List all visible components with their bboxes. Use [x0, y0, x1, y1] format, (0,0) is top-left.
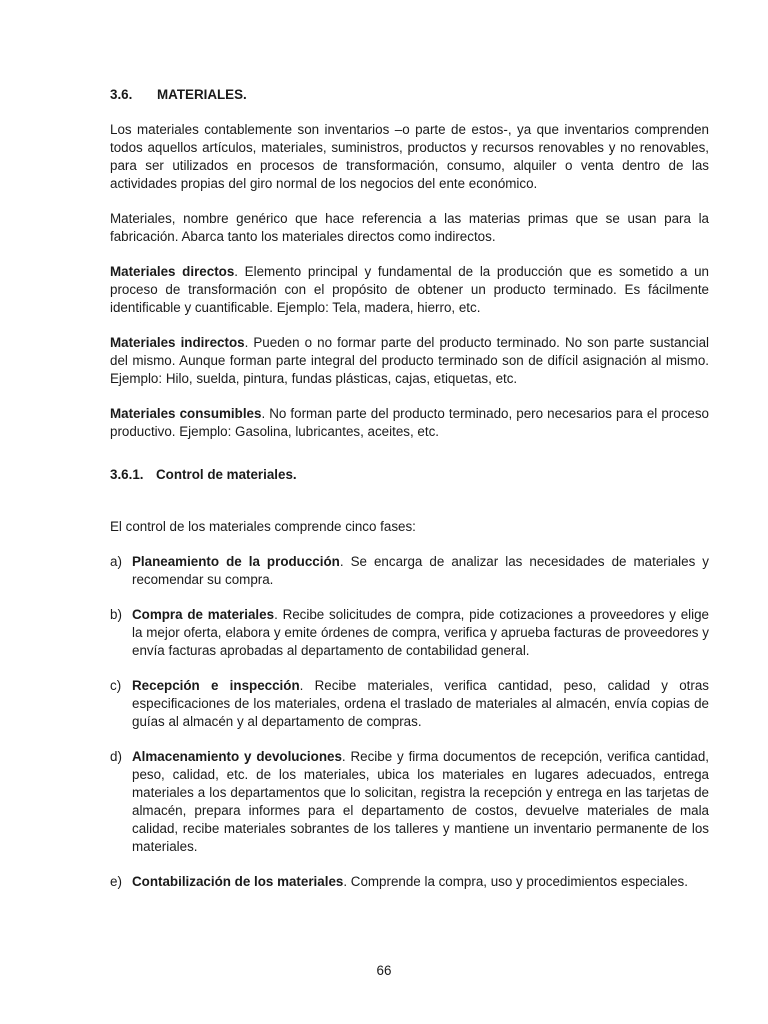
- list-marker: c): [110, 678, 122, 693]
- list-item-phase-e: [110, 873, 709, 891]
- subsection-number: 3.6.1.: [110, 467, 144, 482]
- section-title: MATERIALES.: [157, 87, 247, 102]
- page-number: 66: [376, 963, 392, 978]
- document-page: [110, 86, 709, 908]
- phase-term: Compra de materiales: [132, 607, 275, 622]
- paragraph-indirect-materials: [110, 334, 709, 388]
- phase-term: Almacenamiento y devoluciones: [132, 749, 342, 764]
- term-direct-materials: Materiales directos: [110, 264, 235, 279]
- indirect-materials-text: . Pueden o no formar parte del producto terminado. No son parte sustancial del mismo. Aunque forman parte integral del producto terminado son de difícil asignación al mismo. Ejemplo: Hilo, suelda, pintura, fundas plásticas, cajas, etiquetas, etc.: [110, 335, 709, 386]
- phase-text: . Recibe materiales, verifica cantidad, peso, calidad y otras especificaciones de los materiales, ordena el traslado de materiales al almacén, envía copias de guías al almacén y al departamento de compras.: [132, 678, 710, 729]
- term-indirect-materials: Materiales indirectos: [110, 335, 245, 350]
- phase-term: Planeamiento de la producción: [132, 554, 340, 569]
- paragraph-direct-materials: [110, 263, 709, 317]
- paragraph-materials-definition: Materiales, nombre genérico que hace referencia a las materias primas que se usan para la fabricación. Abarca tanto los materiales directos como indirectos.: [110, 211, 709, 244]
- list-marker: b): [110, 607, 122, 622]
- list-marker: e): [110, 874, 122, 889]
- phase-term: Recepción e inspección: [132, 678, 300, 693]
- phase-text: . Recibe solicitudes de compra, pide cotizaciones a proveedores y elige la mejor oferta, elabora y emite órdenes de compra, verifica y aprueba facturas de proveedores y envía facturas aprobadas al departamento de contabilidad general.: [132, 607, 709, 658]
- section-number: 3.6.: [110, 87, 133, 102]
- section-heading: [110, 86, 709, 104]
- consumable-materials-text: . No forman parte del producto terminado, pero necesarios para el proceso productivo. Ejemplo: Gasolina, lubricantes, aceites, etc.: [110, 406, 710, 439]
- spacer: [110, 501, 709, 518]
- subsection-heading: [110, 466, 709, 484]
- phase-term: Contabilización de los materiales: [132, 874, 344, 889]
- list-item-phase-b: [110, 606, 709, 660]
- spacer: [110, 458, 709, 466]
- list-marker: a): [110, 554, 122, 569]
- paragraph-consumable-materials: [110, 405, 709, 441]
- list-item-phase-c: [110, 677, 709, 731]
- term-consumable-materials: Materiales consumibles: [110, 406, 262, 421]
- phase-text: . Se encarga de analizar las necesidades de materiales y recomendar su compra.: [132, 554, 709, 587]
- subsection-title: Control de materiales.: [156, 467, 297, 482]
- list-marker: d): [110, 749, 122, 764]
- paragraph-inventory-definition: Los materiales contablemente son inventarios –o parte de estos-, ya que inventarios comprenden todos aquellos artículos, materiales, suministros, productos y recursos renovables y no renovables, para ser utilizados en procesos de transformación, consumo, alquiler o venta dentro de las actividades propias del giro normal de los negocios del ente económico.: [110, 122, 709, 191]
- phase-text: . Comprende la compra, uso y procedimientos especiales.: [343, 874, 688, 889]
- paragraph-control-intro: El control de los materiales comprende cinco fases:: [110, 519, 416, 534]
- phase-text: . Recibe y firma documentos de recepción, verifica cantidad, peso, calidad, etc. de los materiales, ubica los materiales en lugares adecuados, entrega materiales a los departamentos que lo solicitan, registra la recepción y entrega en las tarjetas de almacén, prepara informes para el departamento de costos, devuelve materiales de mala calidad, recibe materiales sobrantes de los talleres y mantiene un inventario permanente de los materiales.: [132, 749, 709, 854]
- list-item-phase-a: [110, 553, 709, 589]
- list-item-phase-d: [110, 748, 709, 856]
- direct-materials-text: . Elemento principal y fundamental de la producción que es sometido a un proceso de transformación con el propósito de obtener un producto terminado. Es fácilmente identificable y cuantificable. Ejemplo: Tela, madera, hierro, etc.: [110, 264, 709, 315]
